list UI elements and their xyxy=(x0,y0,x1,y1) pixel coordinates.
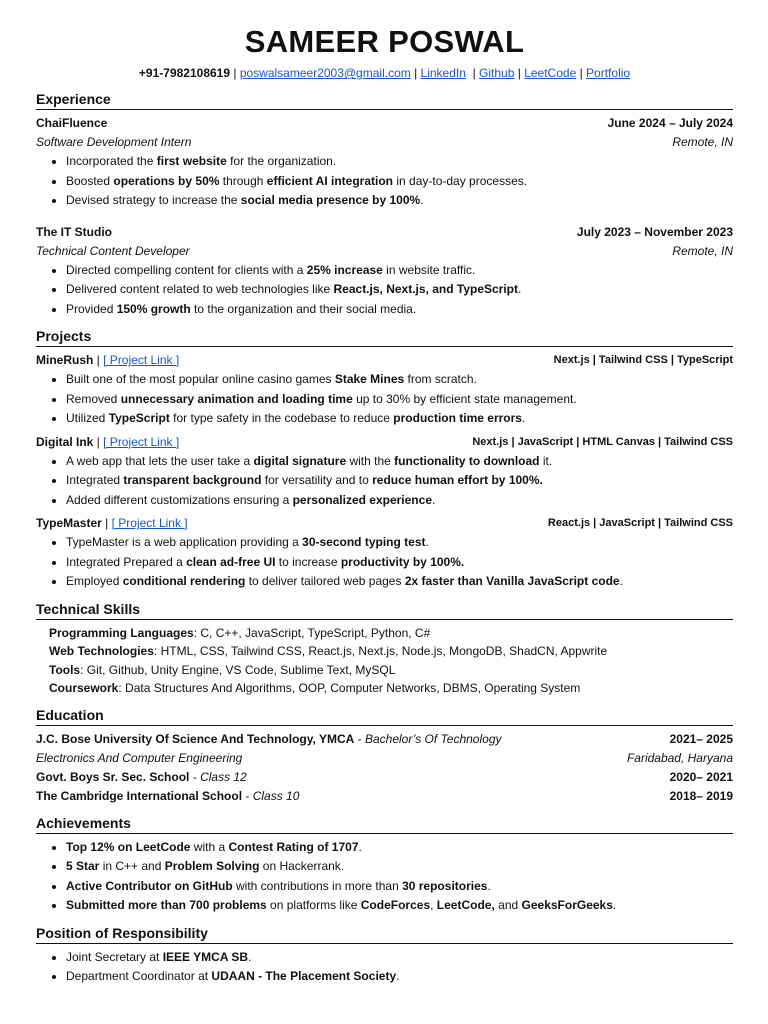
bullet-item xyxy=(66,967,733,987)
bullet-list xyxy=(36,152,733,211)
emphasis-text: CodeForces xyxy=(360,898,431,912)
skill-value: : Git, Github, Unity Engine, VS Code, Sublime Text, MySQL xyxy=(80,662,396,677)
emphasis-text: 30-second typing test xyxy=(302,535,426,549)
body-text: Incorporated the xyxy=(66,154,157,168)
date-range: June 2024 – July 2024 xyxy=(607,116,733,130)
body-text: with a xyxy=(190,839,229,854)
achievements-heading: Achievements xyxy=(36,815,733,834)
emphasis-text: functionality to download xyxy=(394,453,540,468)
experience-role-row xyxy=(36,133,733,152)
body-text: Employed xyxy=(66,574,123,588)
school-name: J.C. Bose University Of Science And Technology, YMCA xyxy=(36,731,355,746)
body-text: in website traffic. xyxy=(382,262,476,277)
role-title: Software Development Intern xyxy=(36,135,192,149)
project-entry xyxy=(36,433,733,511)
degree: Bachelor’s Of Technology xyxy=(364,731,502,746)
bullet-item xyxy=(66,452,733,472)
resume-page xyxy=(36,22,733,987)
bullet-item xyxy=(66,390,733,410)
email-link[interactable]: poswalsameer2003@gmail.com xyxy=(239,66,411,80)
body-text: to increase xyxy=(275,554,341,569)
experience-header-row xyxy=(36,114,733,133)
emphasis-text: digital signature xyxy=(253,453,347,468)
contact-line: +91-7982108619 | poswalsameer2003@gmail.com | LinkedIn | Github | LeetCode | Portfolio xyxy=(138,66,631,80)
body-text: Joint Secretary at xyxy=(66,949,163,964)
body-text: Department Coordinator at xyxy=(66,969,212,983)
bullet-item xyxy=(66,533,733,553)
bullet-item xyxy=(66,191,733,211)
bullet-list xyxy=(36,533,733,592)
body-text: Removed xyxy=(66,391,121,406)
skills-section xyxy=(36,624,733,698)
bullet-list xyxy=(36,370,733,429)
experience-header-row xyxy=(36,223,733,242)
degree: Class 10 xyxy=(252,788,300,803)
body-text: from scratch. xyxy=(404,372,477,386)
project-link[interactable]: [ Project Link ] xyxy=(103,353,180,367)
body-text: , xyxy=(430,898,437,912)
bullet-item xyxy=(66,300,733,320)
projects-section xyxy=(36,351,733,592)
bullet-item xyxy=(66,370,733,390)
emphasis-text: 25% increase xyxy=(306,262,383,277)
skill-label: Coursework xyxy=(49,681,119,695)
emphasis-text: operations by 50% xyxy=(113,173,220,188)
skill-label: Web Technologies xyxy=(49,644,154,658)
bullet-item xyxy=(66,471,733,491)
skills-heading: Technical Skills xyxy=(36,601,733,620)
body-text: Provided xyxy=(66,301,117,316)
experience-heading: Experience xyxy=(36,91,733,110)
emphasis-text: Contest Rating of 1707 xyxy=(228,839,359,854)
skill-row xyxy=(49,661,733,680)
emphasis-text: efficient AI integration xyxy=(266,173,394,188)
responsibility-heading: Position of Responsibility xyxy=(36,925,733,944)
bullet-item xyxy=(66,172,733,192)
education-heading: Education xyxy=(36,707,733,726)
body-text: for type safety in the codebase to reduce xyxy=(169,411,394,425)
emphasis-text: IEEE YMCA SB xyxy=(162,949,249,964)
project-link[interactable]: [ Project Link ] xyxy=(103,434,180,449)
body-text: . xyxy=(612,898,617,912)
body-text: Directed compelling content for clients with a xyxy=(66,262,307,277)
body-text: on Hackerrank. xyxy=(259,859,345,873)
achievements-list xyxy=(36,838,733,916)
body-text: . xyxy=(420,193,424,207)
date-range: 2021– 2025 xyxy=(669,731,733,746)
degree: Class 12 xyxy=(200,769,247,784)
emphasis-text: Stake Mines xyxy=(334,372,405,386)
emphasis-text: Problem Solving xyxy=(164,859,260,873)
skill-row xyxy=(49,624,733,643)
location: Remote, IN xyxy=(672,135,733,149)
school-name: Govt. Boys Sr. Sec. School xyxy=(36,769,190,784)
date-range: 2018– 2019 xyxy=(669,788,733,803)
body-text: through xyxy=(219,173,267,188)
org-name: ChaiFluence xyxy=(36,116,108,130)
skill-row xyxy=(49,679,733,698)
body-text: TypeMaster is a web application providing a xyxy=(66,535,303,549)
body-text: on platforms like xyxy=(266,898,361,912)
bullet-list xyxy=(36,452,733,511)
project-entry xyxy=(36,351,733,429)
experience-role-row xyxy=(36,242,733,261)
education-section xyxy=(36,730,733,806)
emphasis-text: transparent background xyxy=(123,473,262,487)
project-header-row: TypeMaster | [ Project Link ] React.js | JavaScript | Tailwind CSS xyxy=(36,514,733,533)
tech-stack: React.js | JavaScript | Tailwind CSS xyxy=(547,517,733,529)
body-text: for versatility and to xyxy=(261,473,373,487)
body-text: Added different customizations ensuring a xyxy=(66,492,293,507)
project-entry xyxy=(36,514,733,592)
emphasis-text: GeeksForGeeks xyxy=(521,898,613,912)
experience-section xyxy=(36,114,733,319)
experience-entry xyxy=(36,114,733,211)
org-name: The IT Studio xyxy=(36,224,112,239)
projects-heading: Projects xyxy=(36,328,733,347)
skill-value: : C, C++, JavaScript, TypeScript, Python, C# xyxy=(193,625,431,640)
body-text: A web app that lets the user take a xyxy=(66,453,254,468)
project-header-row: Digital Ink | [ Project Link ] Next.js | JavaScript | HTML Canvas | Tailwind CSS xyxy=(36,433,733,452)
emphasis-text: social media presence by 100% xyxy=(240,193,421,207)
emphasis-text: 150% growth xyxy=(116,301,191,316)
project-header-row: MineRush | [ Project Link ] Next.js | Tailwind CSS | TypeScript xyxy=(36,351,733,370)
education-row: Govt. Boys Sr. Sec. School - Class 12 2020– 2021 xyxy=(36,768,733,787)
portfolio-link[interactable]: Portfolio xyxy=(586,66,631,80)
tech-stack: Next.js | JavaScript | HTML Canvas | Tailwind CSS xyxy=(472,435,733,448)
emphasis-text: UDAAN - The Placement Society xyxy=(211,969,397,983)
school-name: The Cambridge International School xyxy=(36,788,243,803)
body-text: . xyxy=(619,574,623,588)
emphasis-text: 5 Star xyxy=(66,859,100,873)
emphasis-text: Active Contributor on GitHub xyxy=(66,878,233,893)
role-title: Technical Content Developer xyxy=(36,243,190,258)
emphasis-text: 30 repositories xyxy=(402,878,488,893)
education-sub-row xyxy=(36,749,733,768)
body-text: it. xyxy=(539,453,553,468)
emphasis-text: reduce human effort by 100%. xyxy=(372,473,543,487)
body-text: . xyxy=(396,969,400,983)
tech-stack: Next.js | Tailwind CSS | TypeScript xyxy=(553,354,733,366)
education-row: The Cambridge International School - Class 10 2018– 2019 xyxy=(36,787,733,806)
emphasis-text: conditional rendering xyxy=(122,574,246,588)
body-text: to the organization and their social media. xyxy=(190,301,417,316)
body-text: . xyxy=(425,535,429,549)
body-text: Built one of the most popular online casino games xyxy=(66,372,335,386)
bullet-list xyxy=(36,261,733,320)
body-text: . xyxy=(521,411,526,425)
body-text: Delivered content related to web technologies like xyxy=(66,282,334,296)
body-text: . xyxy=(432,492,436,507)
education-row: J.C. Bose University Of Science And Technology, YMCA - Bachelor’s Of Technology 2021– 2025 xyxy=(36,730,733,749)
bullet-item xyxy=(66,877,733,897)
bullet-item xyxy=(66,948,733,968)
location: Faridabad, Haryana xyxy=(626,750,733,765)
bullet-item xyxy=(66,857,733,877)
emphasis-text: production time errors xyxy=(393,411,522,425)
bullet-item xyxy=(66,491,733,511)
major: Electronics And Computer Engineering xyxy=(36,750,243,765)
bullet-item xyxy=(66,409,733,429)
project-name: MineRush xyxy=(36,353,94,367)
location: Remote, IN xyxy=(672,243,733,258)
date-range: July 2023 – November 2023 xyxy=(576,224,733,239)
github-link[interactable]: Github xyxy=(479,66,515,80)
skill-row xyxy=(49,642,733,661)
project-name: TypeMaster xyxy=(36,516,102,530)
responsibility-list xyxy=(36,948,733,987)
emphasis-text: Submitted more than 700 problems xyxy=(66,898,267,912)
emphasis-text: React.js, Next.js, and TypeScript xyxy=(333,282,519,296)
linkedin-link[interactable]: LinkedIn xyxy=(420,66,466,80)
skill-value: : Data Structures And Algorithms, OOP, Computer Networks, DBMS, Operating System xyxy=(118,681,581,695)
body-text: . xyxy=(487,878,491,893)
skill-label: Tools xyxy=(49,662,81,677)
bullet-item xyxy=(66,152,733,172)
project-name: Digital Ink xyxy=(36,434,94,449)
experience-entry xyxy=(36,223,733,320)
body-text: up to 30% by efficient state management. xyxy=(352,391,577,406)
emphasis-text: 2x faster than Vanilla JavaScript code xyxy=(404,574,620,588)
emphasis-text: Top 12% on LeetCode xyxy=(66,839,191,854)
skill-label: Programming Languages xyxy=(49,625,194,640)
emphasis-text: first website xyxy=(156,154,227,168)
body-text: in day-to-day processes. xyxy=(393,173,528,188)
body-text: Integrated xyxy=(66,473,124,487)
emphasis-text: personalized experience xyxy=(292,492,432,507)
phone-number: +91-7982108619 xyxy=(138,66,231,80)
body-text: Utilized xyxy=(66,411,109,425)
skill-value: : HTML, CSS, Tailwind CSS, React.js, Next.js, Node.js, MongoDB, ShadCN, Appwrite xyxy=(153,644,608,658)
body-text: Devised strategy to increase the xyxy=(66,193,241,207)
body-text: with contributions in more than xyxy=(232,878,403,893)
body-text: . xyxy=(358,839,362,854)
body-text: Integrated Prepared a xyxy=(66,554,187,569)
body-text: . xyxy=(248,949,252,964)
bullet-item xyxy=(66,572,733,592)
leetcode-link[interactable]: LeetCode xyxy=(524,66,577,80)
bullet-item xyxy=(66,896,733,916)
body-text: and xyxy=(494,898,522,912)
emphasis-text: productivity by 100%. xyxy=(340,554,465,569)
body-text: in C++ and xyxy=(99,859,165,873)
bullet-item xyxy=(66,838,733,858)
emphasis-text: TypeScript xyxy=(108,411,170,425)
emphasis-text: clean ad-free UI xyxy=(186,554,276,569)
emphasis-text: unnecessary animation and loading time xyxy=(120,391,353,406)
body-text: Boosted xyxy=(66,173,114,188)
body-text: . xyxy=(518,282,522,296)
bullet-item xyxy=(66,280,733,300)
project-link[interactable]: [ Project Link ] xyxy=(111,516,188,530)
date-range: 2020– 2021 xyxy=(669,769,733,784)
body-text: with the xyxy=(346,453,395,468)
body-text: to deliver tailored web pages xyxy=(245,574,405,588)
body-text: for the organization. xyxy=(226,154,337,168)
bullet-item xyxy=(66,261,733,281)
candidate-name: SAMEER POSWAL xyxy=(244,24,525,59)
bullet-item xyxy=(66,553,733,573)
emphasis-text: LeetCode, xyxy=(436,898,495,912)
